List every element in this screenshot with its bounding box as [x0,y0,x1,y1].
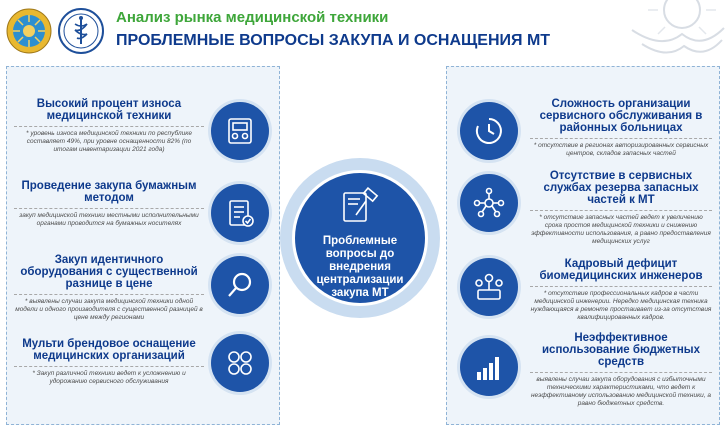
multi-brand-icon [211,334,269,392]
item-title: Неэффективное использование бюджетных средств [541,332,700,368]
right-item-staff [530,258,712,322]
right-item-spares [530,170,712,246]
item-note: * отсутствие в регионах авторизированных сервисных центров, складов запасных частей [530,138,712,158]
page-subtitle: ПРОБЛЕМНЫЕ ВОПРОСЫ ЗАКУПА И ОСНАЩЕНИЯ МТ [116,32,551,49]
sun-ornament-icon [612,0,726,62]
item-note: * отсутствие профессиональных кадров в части медицинской инженерии. Нередко медицинская техника нуждающаяся в ремонте простаивает из-за отсутствия квалифицированных кадров. [530,286,712,322]
left-item-wear [14,98,204,154]
item-note: закуп медицинской техники местными исполнительными органами проводится на бумажных носителях [14,208,204,228]
left-item-price [14,254,204,322]
item-note: * Закуп различной техники ведет к усложнению и удорожанию сервисного обслуживания [14,366,204,386]
item-note: * уровень износа медицинской техники по республике составляет 49%, при уровне оснащенности 82% (по итогам инвентаризации 2021 года) [14,126,204,154]
right-item-budget [530,332,712,408]
ministry-logo-icon [58,8,104,54]
item-title: Закуп идентичного оборудования с существенной разнице в цене [20,254,198,290]
right-item-service [530,98,712,158]
paper-checklist-icon [211,184,269,242]
center-circle [292,170,428,306]
item-title: Мульти брендовое оснащение медицинских организаций [22,338,196,362]
left-item-multibrand [14,338,204,386]
magnifier-icon [211,256,269,314]
center-label: Проблемные вопросы до внедрения централизации закупа МТ [316,235,404,299]
item-note: * отсутствие запасных частей ведет к увеличению срока простоя медицинской техники и снижению эффективности использования, а равно предоставления медицинских услуг [530,210,712,246]
page-title: Анализ рынка медицинской техники [116,9,389,26]
state-emblem-icon [6,8,52,54]
item-title: Высокий процент износа медицинской техники [36,98,182,122]
item-title: Отсутствие в сервисных службах резерва запасных частей к МТ [543,170,699,206]
left-item-paper [14,180,204,228]
gavel-document-icon [340,187,382,227]
team-icon [460,258,518,316]
item-note: * выявлены случаи закупа медицинской техники одной модели и одного производителя с существенной разницей в цене между регионами [14,294,204,322]
item-title: Кадровый дефицит биомедицинских инженеров [539,258,703,282]
item-title: Проведение закупа бумажным методом [21,180,197,204]
item-title: Сложность организации сервисного обслуживания в районных больницах [539,98,703,134]
clock-icon [460,102,518,160]
item-note: выявлены случаи закупа оборудования с избыточными техническими характеристиками, что ведет к неэффективному использованию медицинской техники, а равно бюджетных средств. [530,372,712,408]
worn-equipment-icon [211,102,269,160]
network-icon [460,174,518,232]
bar-growth-icon [460,338,518,396]
